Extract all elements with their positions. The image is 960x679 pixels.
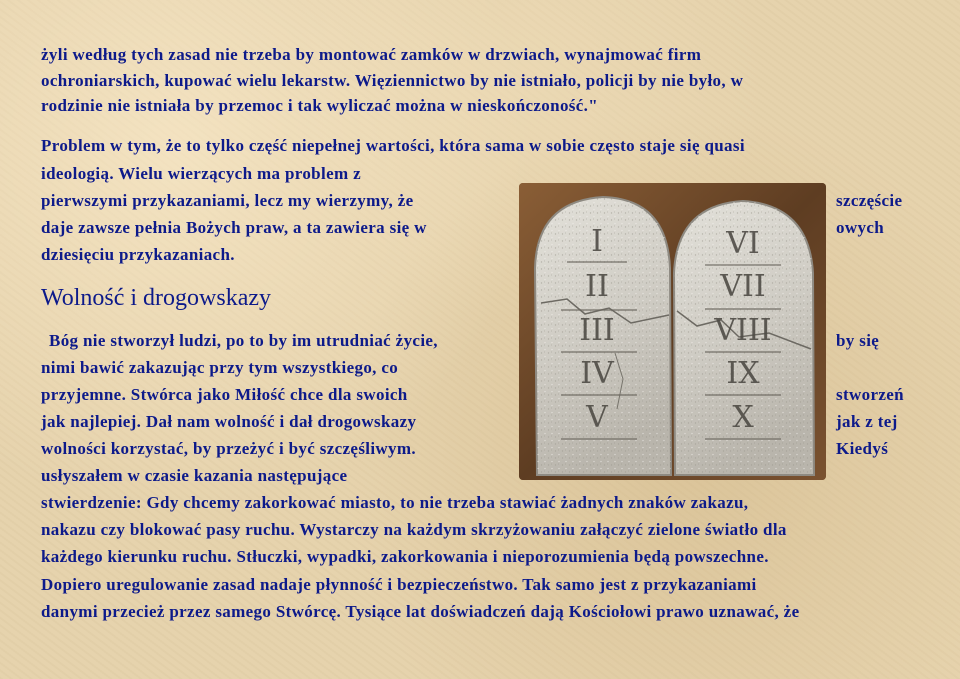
text-line: rodzinie nie istniała by przemoc i tak wyliczać można w nieskończoność." — [41, 96, 599, 115]
text-line: usłyszałem w czasie kazania następujące — [41, 466, 348, 485]
text-line: nimi bawić zakazując przy tym wszystkiego, co — [41, 358, 399, 377]
text-line: daje zawsze pełnia Bożych praw, a ta zawiera się w — [41, 218, 427, 237]
text-line: dziesięciu przykazaniach. — [41, 245, 235, 264]
numeral-i: I — [591, 224, 603, 259]
numeral-iii: III — [579, 313, 615, 348]
text-line-right: by się — [836, 331, 880, 350]
text-line: danymi przecież przez samego Stwórcę. Tysiące lat doświadczeń dają Kościołowi prawo uznawać, że — [41, 602, 800, 621]
text-line-right: szczęście — [836, 191, 903, 210]
text-line: żyli według tych zasad nie trzeba by montować zamków w drzwiach, wynajmować firm — [41, 45, 702, 64]
numeral-x: X — [732, 400, 754, 435]
ten-commandments-tablets-image — [519, 183, 826, 480]
text-line: ochroniarskich, kupować wielu lekarstw. Więziennictwo by nie istniało, policji by nie było, w — [41, 71, 744, 90]
numeral-v: V — [586, 400, 608, 435]
numeral-vi: VI — [726, 226, 760, 261]
text-line-right: owych — [836, 218, 885, 237]
text-line: stwierdzenie: Gdy chcemy zakorkować miasto, to nie trzeba stawiać żadnych znaków zakazu, — [41, 493, 749, 512]
numeral-iv: IV — [580, 356, 614, 391]
numeral-viii: VIII — [714, 313, 772, 348]
tablets-illustration — [519, 183, 826, 480]
text-line-right: stworzeń — [836, 385, 904, 404]
section-heading: Wolność i drogowskazy — [41, 285, 272, 311]
text-line: Dopiero uregulowanie zasad nadaje płynność i bezpieczeństwo. Tak samo jest z przykazaniami — [41, 575, 757, 594]
text-line: każdego kierunku ruchu. Stłuczki, wypadki, zakorkowania i nieporozumienia będą powszechne. — [41, 547, 769, 566]
text-line: wolności korzystać, by przeżyć i być szczęśliwym. — [41, 439, 417, 458]
text-line: pierwszymi przykazaniami, lecz my wierzymy, że — [41, 191, 414, 210]
numeral-vii: VII — [720, 269, 766, 304]
numeral-ii: II — [585, 269, 609, 304]
text-line: nakazu czy blokować pasy ruchu. Wystarczy na każdym skrzyżowaniu załączyć zielone światło dla — [41, 520, 787, 539]
text-line: przyjemne. Stwórca jako Miłość chce dla swoich — [41, 385, 408, 404]
numeral-ix: IX — [726, 356, 760, 391]
text-line-right: Kiedyś — [836, 439, 889, 458]
text-line: Problem w tym, że to tylko część niepełnej wartości, która sama w sobie często staje się quasi — [41, 136, 745, 155]
text-line: jak najlepiej. Dał nam wolność i dał drogowskazy — [41, 412, 417, 431]
text-line: ideologią. Wielu wierzących ma problem z — [41, 164, 361, 183]
text-line: Bóg nie stworzył ludzi, po to by im utrudniać życie, — [49, 331, 438, 350]
text-line-right: jak z tej — [836, 412, 898, 431]
